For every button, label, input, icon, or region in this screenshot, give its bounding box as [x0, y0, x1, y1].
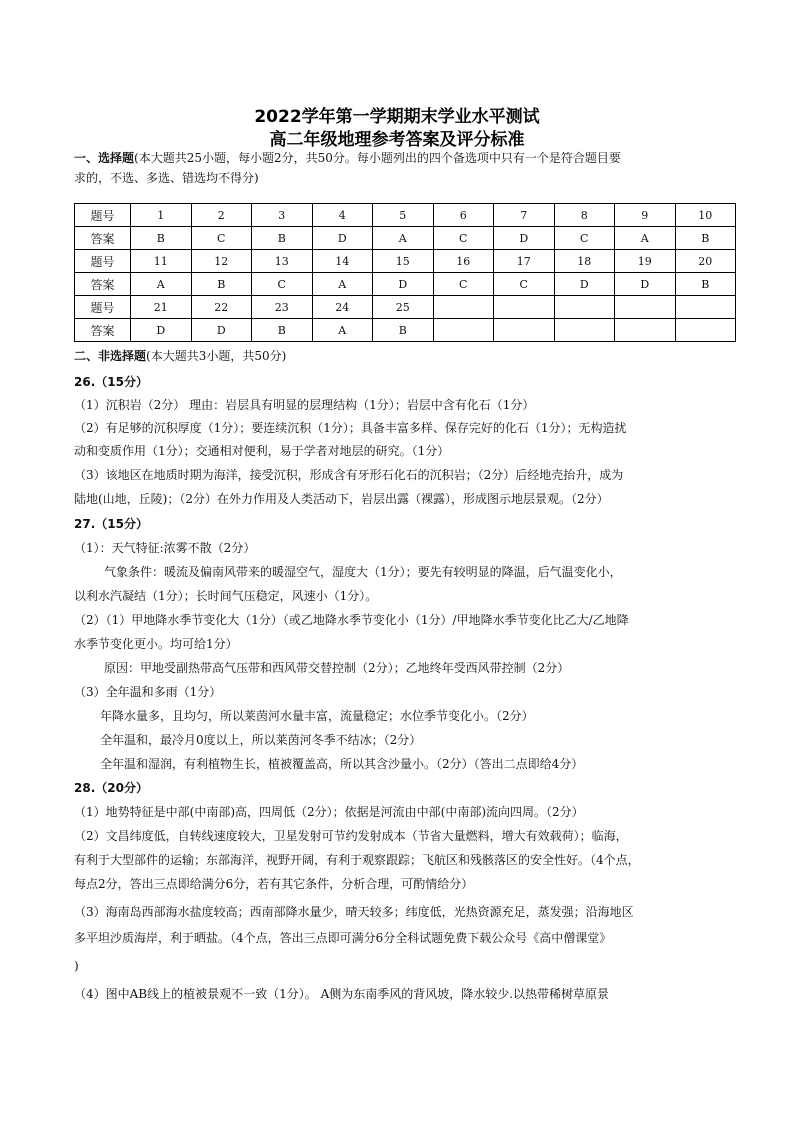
- q27-answer-1-cont: 以利水汽凝结（1分）；长时间气压稳定，风速小（1分）。: [74, 589, 378, 603]
- q27-answer-2-cont: 水季节变化更小。均可给1分）: [74, 637, 238, 651]
- question-number-cell: 11: [131, 250, 192, 273]
- answer-cell: C: [191, 227, 252, 250]
- answer-cell: D: [312, 227, 373, 250]
- answer-label: 答案: [75, 227, 131, 250]
- q28-answer-3-close: ): [74, 959, 79, 973]
- question-number-cell: 16: [433, 250, 494, 273]
- q28-answer-2: （2）文昌纬度低，自转线速度较大，卫星发射可节约发射成本（节省大量燃料，增大有效载荷）；临海，: [74, 829, 628, 843]
- question-number-cell: 20: [675, 250, 736, 273]
- answer-cell: [494, 319, 555, 342]
- section1-heading: 一、选择题: [74, 151, 135, 165]
- q26-answer-1: （1）沉积岩（2分） 理由：岩层具有明显的层理结构（1分）；岩层中含有化石（1分）: [74, 398, 535, 412]
- question-number-cell: 10: [675, 204, 736, 227]
- question-number-cell: 3: [252, 204, 313, 227]
- section1-desc-cont: 求的，不选、多选、错选均不得分): [74, 171, 259, 185]
- answer-row: [75, 227, 736, 250]
- question-number-cell: 25: [373, 296, 434, 319]
- question-number-cell: 2: [191, 204, 252, 227]
- answer-cell: A: [615, 227, 676, 250]
- question-number-cell: [494, 296, 555, 319]
- question-number-label: 题号: [75, 296, 131, 319]
- answer-cell: C: [433, 227, 494, 250]
- section2-desc: (本大题共3小题，共50分): [146, 349, 287, 363]
- answer-table: [74, 203, 736, 342]
- answer-cell: C: [554, 227, 615, 250]
- answer-cell: D: [554, 273, 615, 296]
- question-number-row: [75, 204, 736, 227]
- question-number-cell: 23: [252, 296, 313, 319]
- q28-answer-3-cont: 多平坦沙质海岸，利于晒盐。（4个点，答出三点即可满分6分全科试题免费下载公众号《高中僧课堂》: [74, 931, 612, 945]
- answer-cell: B: [131, 227, 192, 250]
- q26-answer-2-cont: 动和变质作用（1分）；交通相对便利，易于学者对地层的研究。（1分）: [74, 444, 450, 458]
- q27-answer-1: （1）：天气特征:浓雾不散（2分）: [74, 541, 256, 555]
- question-number-cell: 8: [554, 204, 615, 227]
- answer-row: [75, 319, 736, 342]
- question-number-row: [75, 296, 736, 319]
- question-number-cell: 15: [373, 250, 434, 273]
- q26-heading: 26.（15分）: [74, 375, 148, 389]
- answer-cell: B: [675, 273, 736, 296]
- answer-cell: B: [252, 227, 313, 250]
- question-number-cell: 19: [615, 250, 676, 273]
- answer-cell: [433, 319, 494, 342]
- question-number-cell: 24: [312, 296, 373, 319]
- question-number-cell: [615, 296, 676, 319]
- answer-cell: B: [373, 319, 434, 342]
- q27-answer-2-reason: 原因：甲地受副热带高气压带和西风带交替控制（2分）；乙地终年受西风带控制（2分）: [104, 661, 570, 675]
- answer-cell: B: [191, 273, 252, 296]
- answer-cell: D: [131, 319, 192, 342]
- section1-intro: [74, 150, 734, 166]
- question-number-cell: 5: [373, 204, 434, 227]
- q27-answer-3: （3）全年温和多雨（1分）: [74, 685, 222, 699]
- section2-intro: [74, 348, 734, 364]
- question-number-label: 题号: [75, 204, 131, 227]
- question-number-cell: 13: [252, 250, 313, 273]
- document-subtitle: 高二年级地理参考答案及评分标准: [269, 130, 525, 150]
- q28-answer-4: （4）图中AB线上的植被景观不一致（1分）。 A侧为东南季风的背风坡，降水较少.以热带稀树草原景: [74, 987, 610, 1001]
- answer-cell: D: [373, 273, 434, 296]
- q26-answer-2: （2）有足够的沉积厚度（1分）；要连续沉积（1分）；具备丰富多样、保存完好的化石（1分）；无构造扰: [74, 421, 627, 435]
- q26-answer-3: （3）该地区在地质时期为海洋，接受沉积，形成含有牙形石化石的沉积岩；（2分）后经地壳抬升，成为: [74, 468, 624, 482]
- q28-answer-2-cont: 有利于大型部件的运输；东部海洋，视野开阔，有利于观察跟踪；飞航区和残骸落区的安全性好。（4个点，: [74, 853, 640, 867]
- section2-heading: 二、非选择题: [74, 349, 147, 363]
- answer-cell: B: [675, 227, 736, 250]
- answer-cell: C: [433, 273, 494, 296]
- question-number-cell: 14: [312, 250, 373, 273]
- answer-cell: [675, 319, 736, 342]
- question-number-cell: 21: [131, 296, 192, 319]
- question-number-cell: [675, 296, 736, 319]
- answer-cell: C: [252, 273, 313, 296]
- answer-label: 答案: [75, 273, 131, 296]
- answer-label: 答案: [75, 319, 131, 342]
- answer-cell: B: [252, 319, 313, 342]
- answer-cell: D: [494, 227, 555, 250]
- question-number-cell: 6: [433, 204, 494, 227]
- q27-answer-3-point1: 年降水量多，且均匀，所以莱茵河水量丰富，流量稳定；水位季节变化小。（2分）: [100, 709, 534, 723]
- answer-cell: D: [615, 273, 676, 296]
- question-number-cell: 1: [131, 204, 192, 227]
- answer-row: [75, 273, 736, 296]
- answer-cell: A: [312, 319, 373, 342]
- document-title: 2022学年第一学期期末学业水平测试: [254, 107, 540, 127]
- question-number-label: 题号: [75, 250, 131, 273]
- question-number-cell: 9: [615, 204, 676, 227]
- q27-answer-3-point2: 全年温和，最冷月0度以上，所以莱茵河冬季不结冰；（2分）: [100, 733, 422, 747]
- q27-heading: 27.（15分）: [74, 517, 148, 531]
- q28-heading: 28.（20分）: [74, 781, 148, 795]
- question-number-cell: [554, 296, 615, 319]
- question-number-row: [75, 250, 736, 273]
- question-number-cell: 4: [312, 204, 373, 227]
- q27-answer-1-conditions: 气象条件：暖流及偏南风带来的暖湿空气，湿度大（1分）；要先有较明显的降温，后气温变化小，: [104, 565, 622, 579]
- question-number-cell: [433, 296, 494, 319]
- question-number-cell: 12: [191, 250, 252, 273]
- answer-cell: D: [191, 319, 252, 342]
- question-number-cell: 22: [191, 296, 252, 319]
- q28-answer-1: （1）地势特征是中部(中南部)高，四周低（2分）；依据是河流由中部(中南部)流向四周。（2分）: [74, 805, 584, 819]
- question-number-cell: 18: [554, 250, 615, 273]
- question-number-cell: 7: [494, 204, 555, 227]
- question-number-cell: 17: [494, 250, 555, 273]
- answer-cell: [615, 319, 676, 342]
- answer-cell: A: [312, 273, 373, 296]
- answer-cell: A: [131, 273, 192, 296]
- q28-answer-3: （3）海南岛西部海水盐度较高；西南部降水量少，晴天较多；纬度低，光热资源充足，蒸发强；沿海地区: [74, 905, 634, 919]
- answer-cell: C: [494, 273, 555, 296]
- q26-answer-3-cont: 陆地(山地，丘陵)；（2分）在外力作用及人类活动下，岩层出露（裸露），形成图示地层景观。（2分）: [74, 492, 609, 506]
- answer-cell: A: [373, 227, 434, 250]
- section1-desc: (本大题共25小题，每小题2分，共50分。每小题列出的四个备选项中只有一个是符合题目要: [134, 151, 621, 165]
- answer-cell: [554, 319, 615, 342]
- q28-answer-2-cont2: 每点2分，答出三点即给满分6分，若有其它条件，分析合理，可酌情给分）: [74, 877, 474, 891]
- q27-answer-3-point3: 全年温和湿润，有利植物生长，植被覆盖高，所以其含沙量小。（2分）（答出二点即给4分）: [100, 757, 584, 771]
- q27-answer-2: （2）（1）甲地降水季节变化大（1分）（或乙地降水季节变化小（1分）/甲地降水季节变化比乙大/乙地降: [74, 613, 629, 627]
